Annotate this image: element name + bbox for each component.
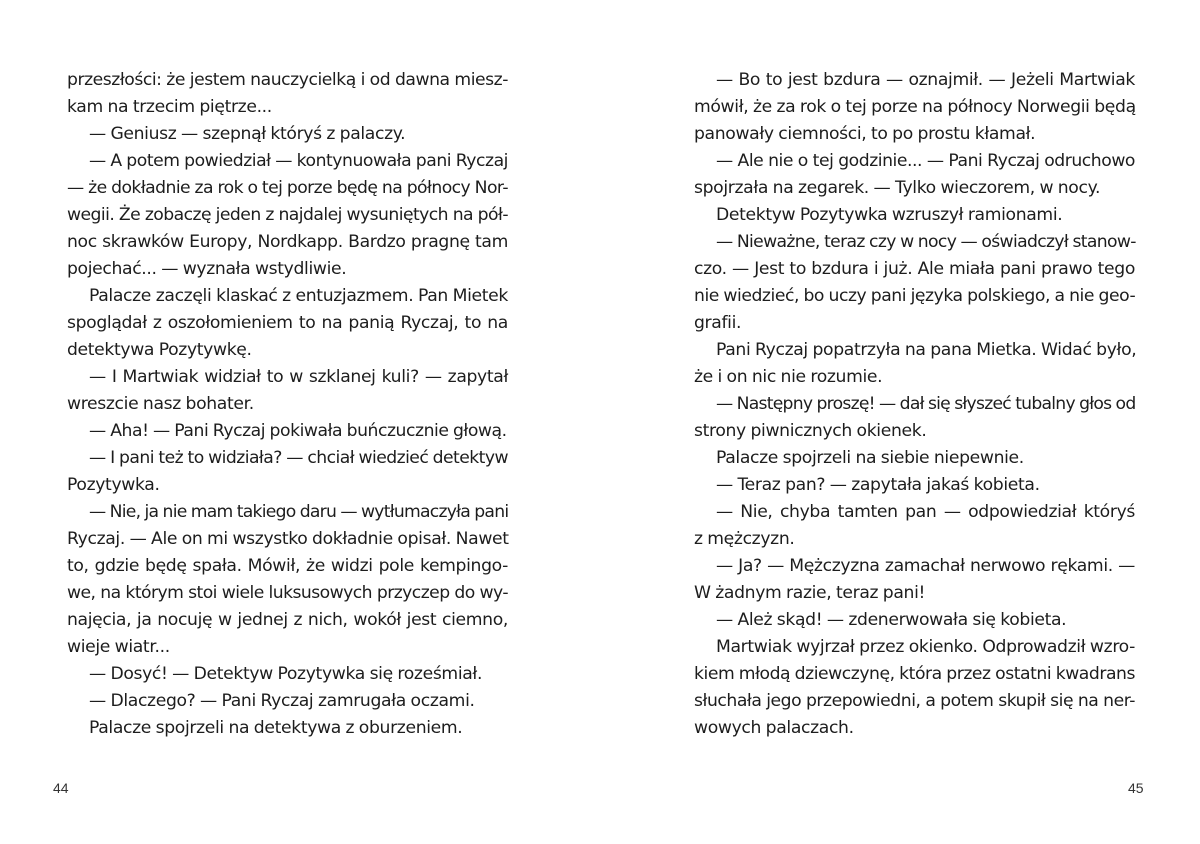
page-number-left: 44 xyxy=(53,780,69,796)
text-line: że i on nic nie rozumie. xyxy=(694,367,883,387)
text-line: — Następny proszę! — dał się słyszeć tubalny głos od xyxy=(716,394,1136,414)
text-line: kiem młodą dziewczynę, która przez ostatni kwadrans xyxy=(694,664,1135,684)
text-line: — Ja? — Mężczyzna zamachał nerwowo rękami. — xyxy=(716,556,1135,576)
right-page-text xyxy=(694,67,1135,742)
text-line: — że dokładnie za rok o tej porze będę na północy Nor- xyxy=(67,178,508,198)
text-line: spoglądał z oszołomieniem to na panią Ryczaj, to na xyxy=(67,313,508,333)
text-line: wreszcie nasz bohater. xyxy=(67,394,254,414)
text-line: wowych palaczach. xyxy=(694,718,854,738)
text-line: to, gdzie będę spała. Mówił, że widzi pole kempingo- xyxy=(67,556,508,576)
text-line: — Nie, ja nie mam takiego daru — wytłumaczyła pani xyxy=(89,502,509,522)
text-line: nie wiedzieć, bo uczy pani języka polskiego, a nie geo- xyxy=(694,286,1136,306)
text-line: — Bo to jest bzdura — oznajmił. — Jeżeli Martwiak xyxy=(716,70,1135,90)
text-line: — Nieważne, teraz czy w nocy — oświadczył stanow- xyxy=(716,232,1136,252)
text-line: panowały ciemności, to po prostu kłamał. xyxy=(694,124,1036,144)
text-line: grafii. xyxy=(694,313,742,333)
text-line: wieje wiatr... xyxy=(67,637,170,657)
text-line: najęcia, ja nocuję w jednej z nich, wokół jest ciemno, xyxy=(67,610,508,630)
text-line: czo. — Jest to bzdura i już. Ale miała pani prawo tego xyxy=(694,259,1135,279)
text-line: przeszłości: że jestem nauczycielką i od dawna miesz- xyxy=(67,70,508,90)
text-line: — Dlaczego? — Pani Ryczaj zamrugała oczami. xyxy=(89,691,475,711)
text-line: we, na którym stoi wiele luksusowych przyczep do wy- xyxy=(67,583,508,603)
text-line: — Dosyć! — Detektyw Pozytywka się roześmiał. xyxy=(89,664,483,684)
text-line: Detektyw Pozytywka wzruszył ramionami. xyxy=(716,205,1063,225)
text-line: noc skrawków Europy, Nordkapp. Bardzo pragnę tam xyxy=(67,232,508,252)
text-line: Palacze spojrzeli na siebie niepewnie. xyxy=(716,448,1024,468)
text-line: — I pani też to widziała? — chciał wiedzieć detektyw xyxy=(89,448,508,468)
text-line: Pozytywka. xyxy=(67,475,160,495)
text-line: pojechać... — wyznała wstydliwie. xyxy=(67,259,347,279)
text-line: słuchała jego przepowiedni, a potem skupił się na ner- xyxy=(694,691,1135,711)
text-line: — A potem powiedział — kontynuowała pani Ryczaj xyxy=(89,151,508,171)
text-line: mówił, że za rok o tej porze na północy Norwegii będą xyxy=(694,97,1136,117)
text-line: Pani Ryczaj popatrzyła na pana Mietka. Widać było, xyxy=(716,340,1137,360)
text-line: — Geniusz — szepnął któryś z palaczy. xyxy=(89,124,406,144)
text-line: — Nie, chyba tamten pan — odpowiedział któryś xyxy=(716,502,1135,522)
text-line: Palacze zaczęli klaskać z entuzjazmem. Pan Mietek xyxy=(89,286,508,306)
text-line: — Teraz pan? — zapytała jakaś kobieta. xyxy=(716,475,1040,495)
text-line: Ryczaj. — Ale on mi wszystko dokładnie opisał. Nawet xyxy=(67,529,509,549)
text-line: Palacze spojrzeli na detektywa z oburzeniem. xyxy=(89,718,463,738)
page-number-right: 45 xyxy=(1128,780,1144,796)
text-line: kam na trzecim piętrze... xyxy=(67,97,272,117)
text-line: — I Martwiak widział to w szklanej kuli? — zapytał xyxy=(89,367,508,387)
text-line: detektywa Pozytywkę. xyxy=(67,340,252,360)
text-line: — Ależ skąd! — zdenerwowała się kobieta. xyxy=(716,610,1067,630)
text-line: wegii. Że zobaczę jeden z najdalej wysuniętych na pół- xyxy=(67,205,508,225)
text-line: — Aha! — Pani Ryczaj pokiwała buńczucznie głową. xyxy=(89,421,507,441)
text-line: z mężczyzn. xyxy=(694,529,795,549)
text-line: W żadnym razie, teraz pani! xyxy=(694,583,926,603)
left-page-text xyxy=(67,67,508,742)
text-line: Martwiak wyjrzał przez okienko. Odprowadził wzro- xyxy=(716,637,1135,657)
text-line: spojrzała na zegarek. — Tylko wieczorem, w nocy. xyxy=(694,178,1101,198)
text-line: strony piwnicznych okienek. xyxy=(694,421,927,441)
right-page xyxy=(600,0,1200,844)
text-line: — Ale nie o tej godzinie... — Pani Ryczaj odruchowo xyxy=(716,151,1135,171)
